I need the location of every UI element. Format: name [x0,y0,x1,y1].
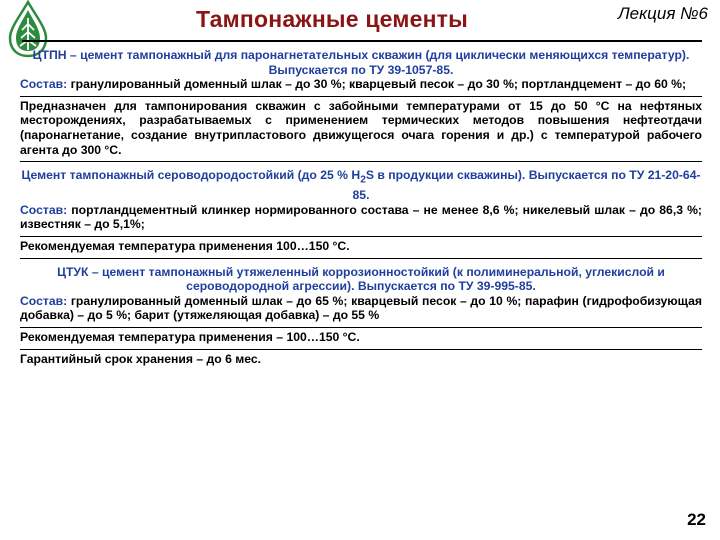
composition-text: портландцементный клинкер нормированного состава – не менее 8,6 %; никелевый шлак – до 86,3 %; известняк – до 5,1%; [20,202,702,232]
heading-part-after: S в продукции скважины). Выпускается по ТУ 21-20-64-85. [352,168,701,203]
header-divider [22,40,702,42]
heading-subscript: 2 [360,174,366,186]
composition-text: гранулированный доменный шлак – до 30 %; кварцевый песок – до 30 %; портландцемент – до 60 %; [70,77,687,92]
section-ctuk [20,263,702,328]
section-ctpn [20,46,702,97]
slide-number: 22 [687,510,706,529]
shelf-life-text: Гарантийный срок хранения – до 6 мес. [20,351,262,366]
section-ctuk-temperature [20,328,702,350]
section-sulfide-resistant-heading [20,168,702,203]
section-sulfide-resistant [20,166,702,237]
section-ctuk-composition [20,294,702,323]
composition-text: гранулированный доменный шлак – до 65 %; кварцевый песок – до 10 %; парафин (гидрофобизующая добавка) – до 5 %; барит (утяжеляющая добавка) – до 55 % [20,293,702,323]
section-ctpn-purpose [20,97,702,162]
section-sulfide-resistant-temperature [20,237,702,259]
section-ctuk-shelf-life [20,350,702,371]
content [20,46,702,370]
section-ctpn-composition [20,77,702,92]
heading-part-before: Цемент тампонажный сероводородостойкий (до 25 % H [21,168,361,183]
composition-label: Состав: [20,77,68,92]
temperature-text: Рекомендуемая температура применения – 100…150 °С. [20,329,360,344]
section-sulfide-resistant-composition [20,203,702,232]
purpose-text: Предназначен для тампонирования скважин с забойными температурами от 15 до 50 °С на нефтяных месторождениях, разрабатываемых с применением термических методов повышения нефтеотдачи (паронагнетание, создание внутрипластового движущегося очага горения и др.) с температурой рабочего агента до 300 °С. [20,98,702,157]
page-title: Тампонажные цементы [196,6,468,32]
composition-label: Состав: [20,293,68,308]
lecture-label: Лекция №6 [618,4,708,23]
temperature-text: Рекомендуемая температура применения 100…150 °С. [20,238,350,253]
section-ctpn-heading: ЦТПН – цемент тампонажный для паронагнетательных скважин (для циклически меняющихся температур). Выпускается по ТУ 39-1057-85. [32,48,690,77]
composition-label: Состав: [20,202,68,217]
section-ctuk-heading: ЦТУК – цемент тампонажный утяжеленный коррозионностойкий (к полиминеральной, углекислой и сероводородной агрессии). Выпускается по ТУ 39-995-85. [57,264,665,294]
